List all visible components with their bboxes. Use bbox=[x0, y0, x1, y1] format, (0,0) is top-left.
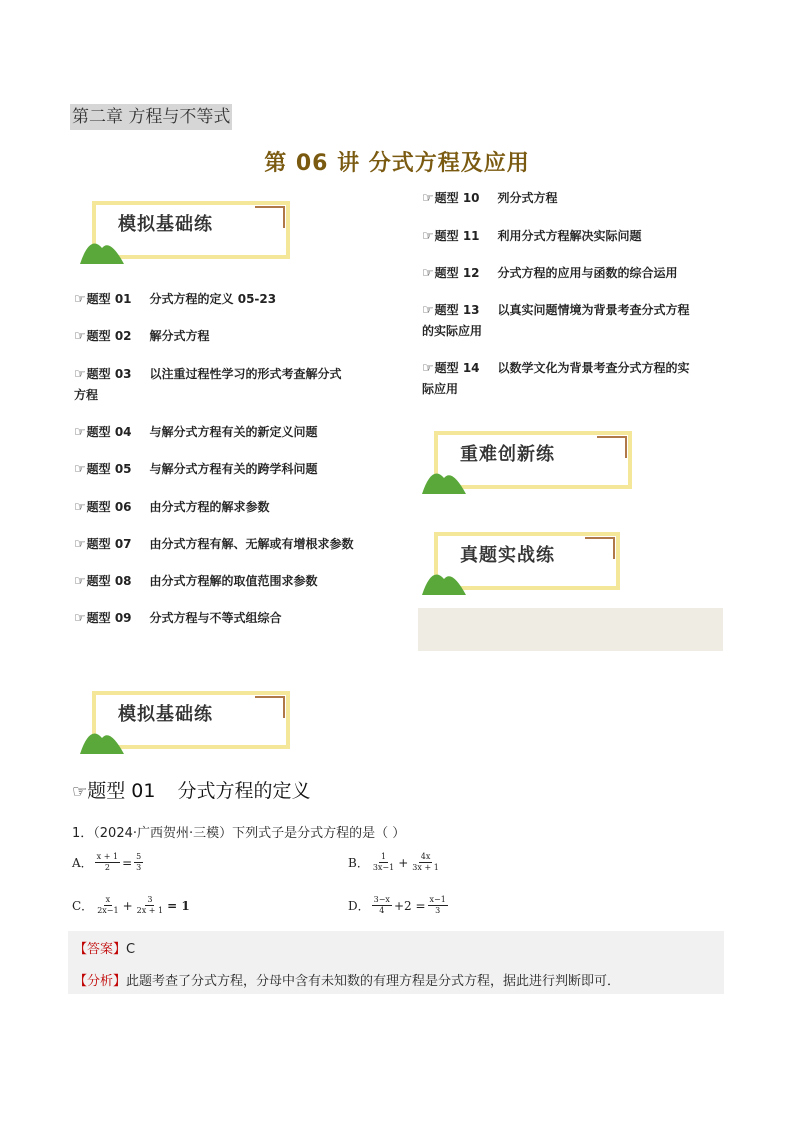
hand-pointer-icon: ☞ bbox=[74, 574, 86, 589]
chapter-label: 第二章 方程与不等式 bbox=[70, 104, 232, 130]
toc-item[interactable]: ☞题型 12 分式方程的应用与函数的综合运用 bbox=[422, 266, 678, 281]
section-badge-label: 模拟基础练 bbox=[118, 214, 213, 235]
hill-icon bbox=[80, 234, 126, 264]
toc-item[interactable]: ☞题型 03 以注重过程性学习的形式考查解分式 方程 bbox=[74, 367, 342, 402]
option-a[interactable]: A． $\frac{x + 1}{2}$ = $\frac{5}{3}$ bbox=[72, 852, 142, 872]
hand-pointer-icon: ☞ bbox=[74, 367, 86, 382]
option-b[interactable]: B． $\frac{1}{3x-1}$ + $\frac{4x}{3x + 1}$ bbox=[348, 852, 439, 872]
section-badge-hard bbox=[422, 428, 637, 498]
toc-item[interactable]: ☞题型 13 以真实问题情境为背景考查分式方程 的实际应用 bbox=[422, 303, 690, 338]
hand-pointer-icon: ☞ bbox=[422, 229, 434, 244]
hill-icon bbox=[422, 565, 468, 595]
hill-icon bbox=[80, 724, 126, 754]
toc-item[interactable]: ☞题型 01 分式方程的定义 05-23 bbox=[74, 292, 277, 307]
toc-item[interactable]: ☞题型 09 分式方程与不等式组综合 bbox=[74, 611, 282, 626]
toc-item[interactable]: ☞题型 02 解分式方程 bbox=[74, 329, 210, 344]
hand-pointer-icon: ☞ bbox=[422, 191, 434, 206]
answer-value: C bbox=[126, 942, 136, 957]
toc-item[interactable]: ☞题型 06 由分式方程的解求参数 bbox=[74, 500, 270, 515]
section-badge-real bbox=[422, 529, 637, 599]
toc-item[interactable]: ☞题型 08 由分式方程解的取值范围求参数 bbox=[74, 574, 318, 589]
hand-pointer-icon: ☞ bbox=[422, 266, 434, 281]
hand-pointer-icon: ☞ bbox=[74, 537, 86, 552]
hand-pointer-icon: ☞ bbox=[74, 329, 86, 344]
toc-item[interactable]: ☞题型 05 与解分式方程有关的跨学科问题 bbox=[74, 462, 318, 477]
hand-pointer-icon: ☞ bbox=[74, 611, 86, 626]
section-badge-basic bbox=[80, 198, 295, 268]
toc-item[interactable]: ☞题型 04 与解分式方程有关的新定义问题 bbox=[74, 425, 318, 440]
hill-icon bbox=[422, 464, 468, 494]
hand-pointer-icon: ☞ bbox=[422, 303, 434, 318]
hand-pointer-icon: ☞ bbox=[74, 462, 86, 477]
toc-item[interactable]: ☞题型 11 利用分式方程解决实际问题 bbox=[422, 229, 642, 244]
section-badge-label: 真题实战练 bbox=[460, 545, 555, 566]
section-badge-label: 重难创新练 bbox=[460, 444, 555, 465]
answer-label: 【答案】 bbox=[74, 942, 127, 957]
question-text: 1．（2024·广西贺州·三模）下列式子是分式方程的是（ ） bbox=[72, 826, 406, 841]
analysis-text: 此题考查了分式方程，分母中含有未知数的有理方程是分式方程，据此进行判断即可． bbox=[126, 974, 621, 989]
toc-item[interactable]: ☞题型 07 由分式方程有解、无解或有增根求参数 bbox=[74, 537, 354, 552]
option-c[interactable]: C． $\frac{x}{2x-1}$ + $\frac{3}{2x + 1}$ = 1 bbox=[72, 895, 190, 915]
section-badge-basic-content bbox=[80, 688, 295, 758]
question-type-heading: ☞题型 01 分式方程的定义 bbox=[72, 780, 311, 802]
toc-item[interactable]: ☞题型 14 以数学文化为背景考查分式方程的实 际应用 bbox=[422, 361, 690, 396]
page-title: 第 06 讲 分式方程及应用 bbox=[264, 151, 530, 176]
option-d[interactable]: D． $\frac{3-x}{4}$ +2 = $\frac{x-1}{3}$ bbox=[348, 895, 446, 915]
toc-item[interactable]: ☞题型 10 列分式方程 bbox=[422, 191, 558, 206]
section-badge-label: 模拟基础练 bbox=[118, 704, 213, 725]
hand-pointer-icon: ☞ bbox=[74, 292, 86, 307]
answer-line bbox=[74, 938, 135, 957]
blank-panel bbox=[418, 608, 723, 651]
hand-pointer-icon: ☞ bbox=[74, 500, 86, 515]
analysis-label: 【分析】 bbox=[74, 974, 127, 989]
hand-pointer-icon: ☞ bbox=[422, 361, 434, 376]
analysis-line bbox=[74, 970, 620, 989]
hand-pointer-icon: ☞ bbox=[74, 425, 86, 440]
hand-pointer-icon: ☞ bbox=[72, 782, 88, 802]
